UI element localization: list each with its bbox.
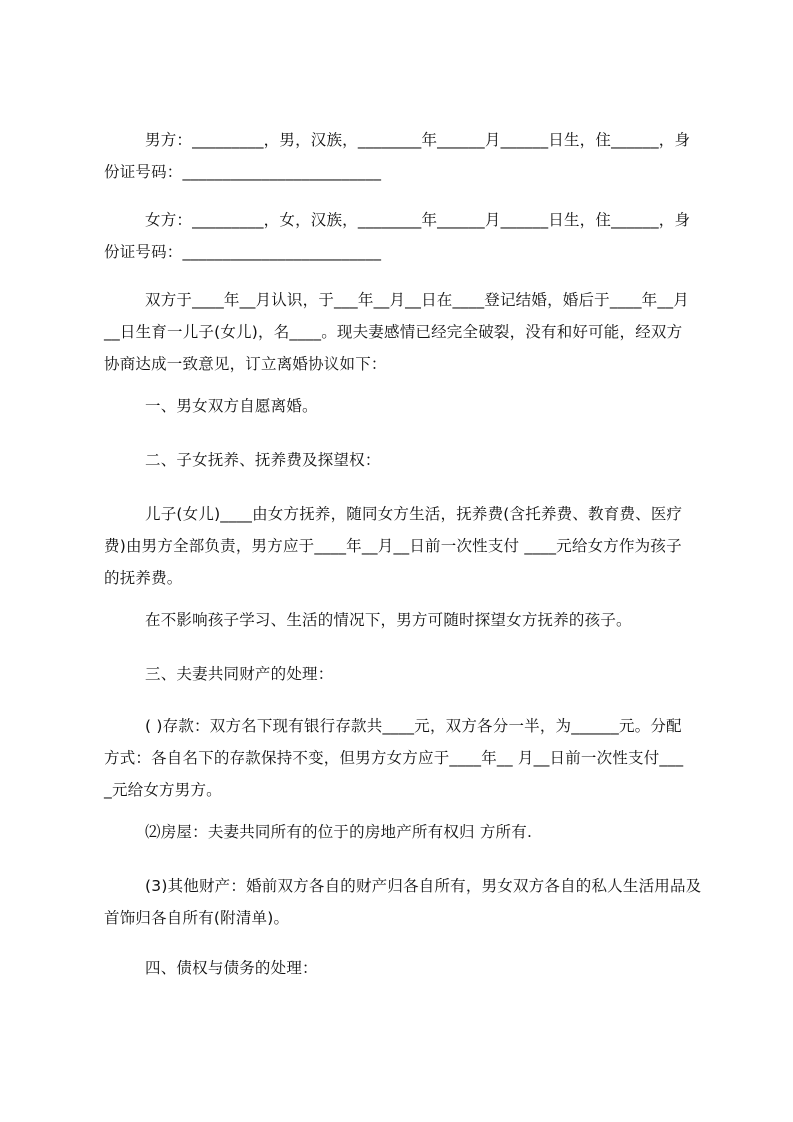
text-line: 费)由男方全部负责，男方应于____年__月__日前一次性支付 ____元给女方作为孩子 [104, 537, 682, 555]
text-line: 方式：各自名下的存款保持不变，但男方女方应于____年__ 月__日前一次性支付___ [104, 749, 684, 767]
text-line: (3)其他财产：婚前双方各自的财产归各自所有，男女双方各自的私人生活用品及 [104, 877, 702, 895]
text-line: 首饰归各自所有(附清单)。 [104, 909, 290, 927]
text-line: 二、子女抚养、抚养费及探望权： [104, 451, 381, 469]
visitation-paragraph [104, 604, 704, 636]
marriage-background-paragraph [104, 284, 704, 380]
section-2-heading [104, 444, 704, 476]
text-line: 在不影响孩子学习、生活的情况下，男方可随时探望女方抚养的孩子。 [104, 611, 632, 629]
text-line: ( )存款：双方名下现有银行存款共____元，双方各分一半，为______元。分配 [104, 717, 682, 735]
deposit-paragraph [104, 710, 704, 806]
section-3-heading [104, 658, 704, 690]
text-line: 儿子(女儿)____由女方抚养，随同女方生活，抚养费(含托养费、教育费、医疗 [104, 505, 683, 523]
text-line: __日生育一儿子(女儿)，名____。现夫妻感情已经完全破裂，没有和好可能，经双方 [104, 323, 683, 341]
text-line: ⑵房屋：夫妻共同所有的位于的房地产所有权归 方所有. [104, 823, 533, 841]
text-line: 一、男女双方自愿离婚。 [104, 397, 318, 415]
text-line: 双方于____年__月认识，于___年__月__日在____登记结婚，婚后于____年__月 [104, 291, 689, 309]
text-line: 协商达成一致意见，订立离婚协议如下： [104, 355, 387, 373]
text-line: 三、夫妻共同财产的处理： [104, 665, 334, 683]
husband-info-paragraph [104, 124, 704, 188]
text-line: 份证号码：_________________________ [104, 243, 382, 261]
text-line: 份证号码：_________________________ [104, 163, 382, 181]
text-line: 男方：_________，男，汉族，________年______月______日生，住______，身 [104, 131, 691, 149]
wife-info-paragraph [104, 204, 704, 268]
house-paragraph [104, 816, 704, 848]
section-4-heading [104, 952, 704, 984]
text-line: 的抚养费。 [104, 569, 183, 587]
text-line: _元给女方男方。 [104, 781, 222, 799]
text-line: 女方：_________，女，汉族，________年______月______日生，住______，身 [104, 211, 691, 229]
other-property-paragraph [104, 870, 704, 934]
text-line: 四、债权与债务的处理： [104, 959, 318, 977]
child-custody-paragraph [104, 498, 704, 594]
section-1-heading [104, 390, 704, 422]
